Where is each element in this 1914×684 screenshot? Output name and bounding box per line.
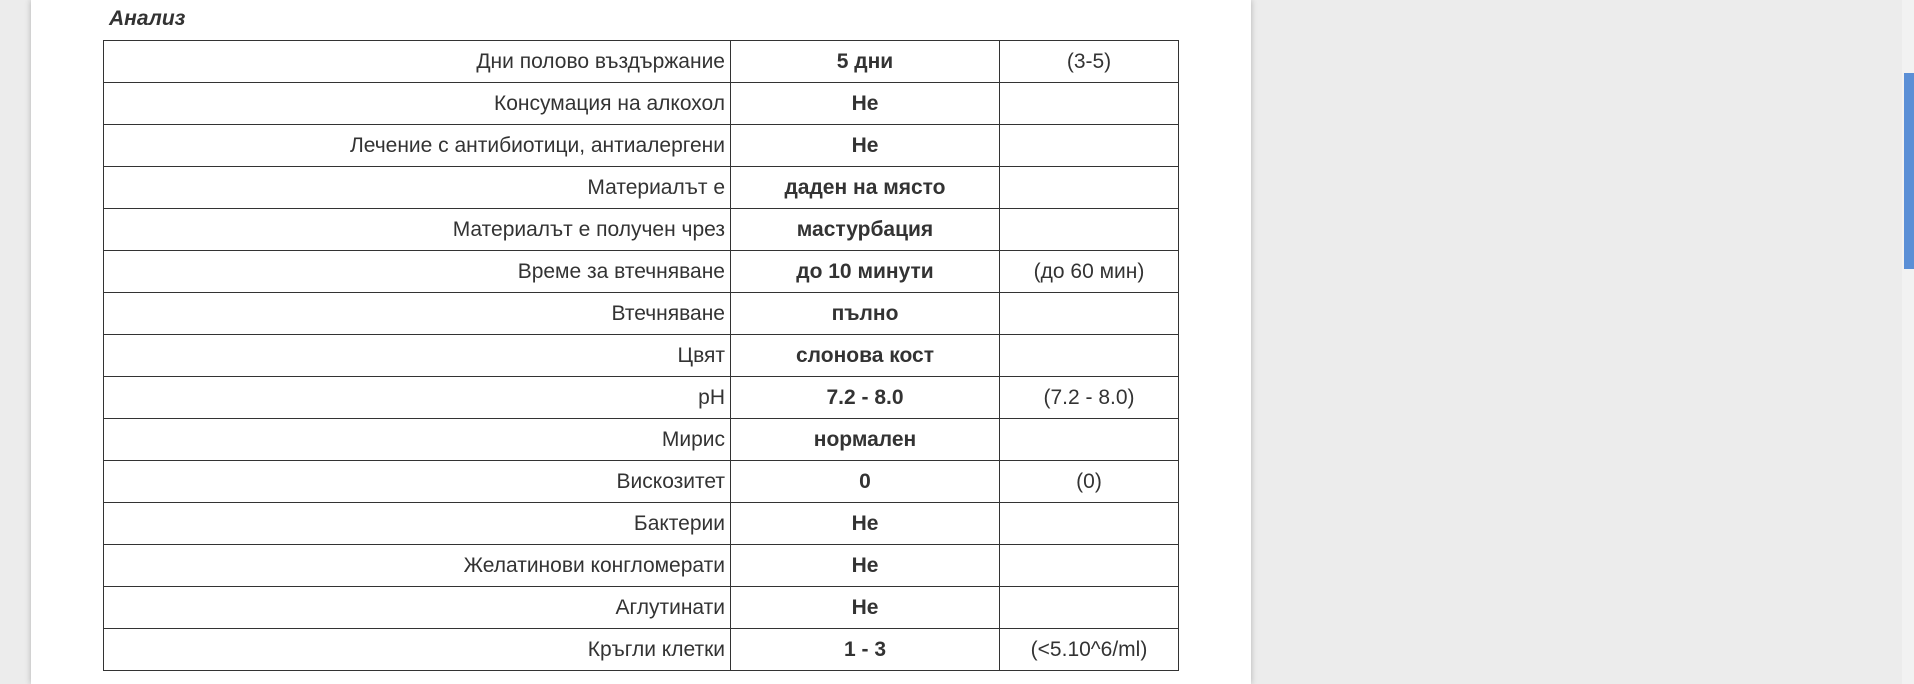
- table-row: [104, 125, 1179, 167]
- row-value: Не: [731, 125, 1000, 167]
- row-value: 5 дни: [731, 41, 1000, 83]
- table-row: [104, 545, 1179, 587]
- row-label: Бактерии: [104, 503, 731, 545]
- table-row: [104, 335, 1179, 377]
- row-label: Лечение с антибиотици, антиалергени: [104, 125, 731, 167]
- row-label: Вискозитет: [104, 461, 731, 503]
- table-row: [104, 251, 1179, 293]
- row-label: Време за втечняване: [104, 251, 731, 293]
- row-label: Втечняване: [104, 293, 731, 335]
- row-value: мастурбация: [731, 209, 1000, 251]
- row-value: слонова кост: [731, 335, 1000, 377]
- row-reference: (до 60 мин): [1000, 251, 1179, 293]
- row-reference: [1000, 419, 1179, 461]
- table-row: [104, 587, 1179, 629]
- vertical-scrollbar[interactable]: [1902, 0, 1914, 684]
- row-value: даден на място: [731, 167, 1000, 209]
- row-label: Аглутинати: [104, 587, 731, 629]
- analysis-table: [103, 40, 1179, 671]
- row-reference: [1000, 335, 1179, 377]
- row-label: Консумация на алкохол: [104, 83, 731, 125]
- report-page: [31, 0, 1251, 684]
- row-value: Не: [731, 83, 1000, 125]
- row-reference: [1000, 167, 1179, 209]
- row-reference: (7.2 - 8.0): [1000, 377, 1179, 419]
- row-label: Материалът е получен чрез: [104, 209, 731, 251]
- row-reference: (3-5): [1000, 41, 1179, 83]
- table-row: [104, 41, 1179, 83]
- row-label: pH: [104, 377, 731, 419]
- row-value: Не: [731, 587, 1000, 629]
- table-row: [104, 419, 1179, 461]
- table-row: [104, 167, 1179, 209]
- table-row: [104, 377, 1179, 419]
- row-value: Не: [731, 545, 1000, 587]
- row-value: нормален: [731, 419, 1000, 461]
- row-reference: [1000, 545, 1179, 587]
- scrollbar-thumb[interactable]: [1904, 73, 1914, 269]
- row-label: Мирис: [104, 419, 731, 461]
- row-reference: (0): [1000, 461, 1179, 503]
- table-row: [104, 83, 1179, 125]
- row-reference: [1000, 83, 1179, 125]
- table-row: [104, 503, 1179, 545]
- table-row: [104, 209, 1179, 251]
- row-reference: (<5.10^6/ml): [1000, 629, 1179, 671]
- row-label: Цвят: [104, 335, 731, 377]
- row-label: Материалът е: [104, 167, 731, 209]
- row-value: 1 - 3: [731, 629, 1000, 671]
- section-title: Анализ: [109, 7, 186, 30]
- row-reference: [1000, 293, 1179, 335]
- row-value: 7.2 - 8.0: [731, 377, 1000, 419]
- row-value: пълно: [731, 293, 1000, 335]
- row-reference: [1000, 125, 1179, 167]
- row-value: 0: [731, 461, 1000, 503]
- row-reference: [1000, 209, 1179, 251]
- row-value: Не: [731, 503, 1000, 545]
- row-reference: [1000, 503, 1179, 545]
- table-row: [104, 293, 1179, 335]
- row-label: Кръгли клетки: [104, 629, 731, 671]
- row-label: Желатинови конгломерати: [104, 545, 731, 587]
- row-value: до 10 минути: [731, 251, 1000, 293]
- table-row: [104, 461, 1179, 503]
- table-row: [104, 629, 1179, 671]
- row-label: Дни полово въздържание: [104, 41, 731, 83]
- row-reference: [1000, 587, 1179, 629]
